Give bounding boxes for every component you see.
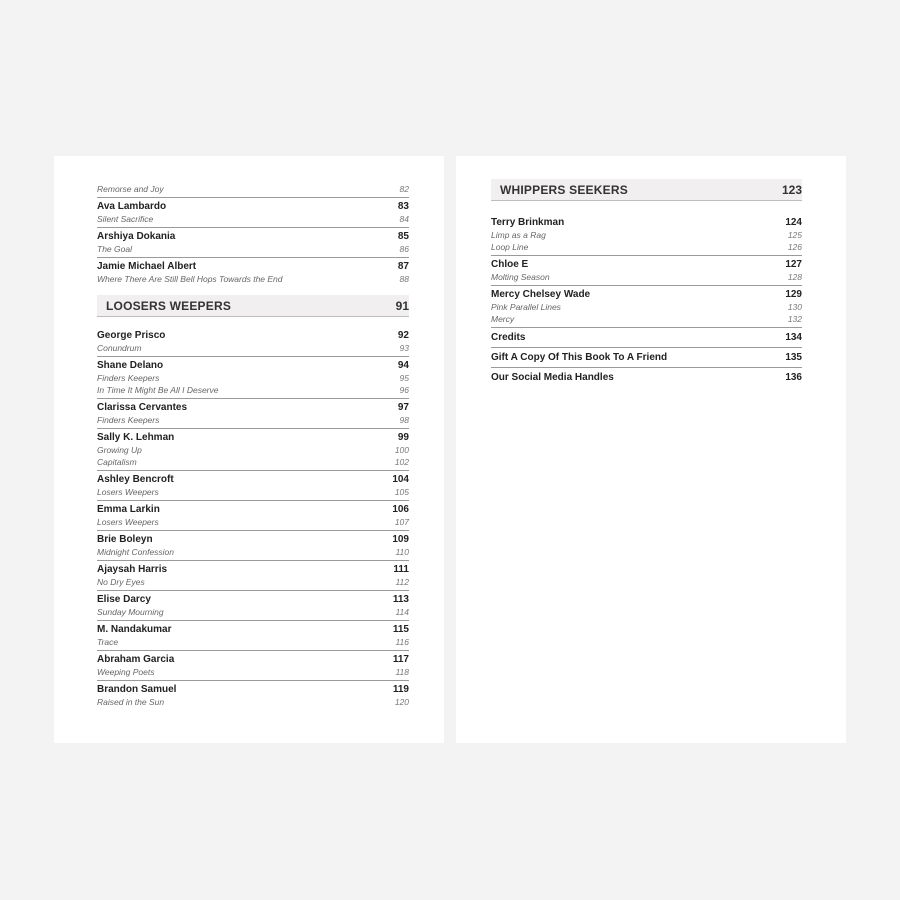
work-title: Trace <box>97 637 119 647</box>
toc-entry <box>491 214 802 256</box>
left-page <box>54 156 444 743</box>
page-number: 85 <box>397 231 409 242</box>
author-name: Brandon Samuel <box>97 684 177 695</box>
section-header[interactable] <box>491 179 802 201</box>
page-number: 88 <box>399 274 409 284</box>
work-row[interactable] <box>97 183 409 195</box>
author-name: Ajaysah Harris <box>97 564 168 575</box>
author-name: Emma Larkin <box>97 504 160 515</box>
work-row[interactable] <box>491 301 802 313</box>
page-number: 82 <box>399 184 409 194</box>
work-row[interactable] <box>97 372 409 384</box>
toc-entry <box>97 531 409 561</box>
page-number: 100 <box>394 445 409 455</box>
author-row[interactable] <box>97 563 409 576</box>
author-name: Shane Delano <box>97 360 164 371</box>
page-number: 120 <box>394 697 409 707</box>
work-row[interactable] <box>97 666 409 678</box>
work-title: Losers Weepers <box>97 517 159 527</box>
plain-row[interactable] <box>491 331 802 344</box>
page-number: 104 <box>392 474 409 485</box>
author-row[interactable] <box>97 200 409 213</box>
work-title: Raised in the Sun <box>97 697 165 707</box>
author-name: Ashley Bencroft <box>97 474 174 485</box>
page-number: 117 <box>392 654 409 665</box>
author-row[interactable] <box>97 683 409 696</box>
page-number: 97 <box>397 402 409 413</box>
toc-entry <box>97 651 409 681</box>
work-row[interactable] <box>97 696 409 708</box>
toc-entry <box>97 591 409 621</box>
page-number: 102 <box>394 457 409 467</box>
page-number: 87 <box>397 261 409 272</box>
work-title: Loop Line <box>491 242 529 252</box>
work-title: Molting Season <box>491 272 550 282</box>
work-row[interactable] <box>97 273 409 285</box>
author-row[interactable] <box>97 329 409 342</box>
page-number: 83 <box>397 201 409 212</box>
author-row[interactable] <box>97 359 409 372</box>
author-row[interactable] <box>97 260 409 273</box>
page-number: 118 <box>395 667 409 677</box>
page-number: 92 <box>397 330 409 341</box>
author-row[interactable] <box>97 503 409 516</box>
work-row[interactable] <box>97 243 409 255</box>
page-number: 94 <box>397 360 409 371</box>
plain-row[interactable] <box>491 371 802 384</box>
toc-entry <box>97 198 409 228</box>
section-title: WHIPPERS SEEKERS <box>500 182 628 197</box>
author-row[interactable] <box>97 431 409 444</box>
page-number: 130 <box>787 302 802 312</box>
page-number: 135 <box>785 352 802 363</box>
toc-entry <box>97 471 409 501</box>
work-row[interactable] <box>97 444 409 456</box>
page-number: 109 <box>392 534 409 545</box>
toc-entry <box>97 399 409 429</box>
author-row[interactable] <box>491 216 802 229</box>
right-page <box>456 156 846 743</box>
toc-left <box>97 181 409 710</box>
page-number: 115 <box>392 624 409 635</box>
work-title: Losers Weepers <box>97 487 159 497</box>
page-number: 84 <box>399 214 409 224</box>
author-row[interactable] <box>97 533 409 546</box>
page-number: 98 <box>399 415 409 425</box>
work-row[interactable] <box>97 576 409 588</box>
section-page-number: 123 <box>781 182 802 197</box>
page-number: 112 <box>395 577 409 587</box>
work-title: Conundrum <box>97 343 142 353</box>
work-title: Growing Up <box>97 445 142 455</box>
author-row[interactable] <box>97 593 409 606</box>
page-number: 86 <box>399 244 409 254</box>
author-row[interactable] <box>491 288 802 301</box>
author-name: M. Nandakumar <box>97 624 172 635</box>
page-number: 124 <box>785 217 802 228</box>
author-name: Jamie Michael Albert <box>97 261 197 272</box>
author-name: Terry Brinkman <box>491 217 565 228</box>
toc-entry <box>491 286 802 328</box>
page-number: 99 <box>397 432 409 443</box>
page-number: 136 <box>785 372 802 383</box>
page-number: 93 <box>399 343 409 353</box>
section-page-number: 91 <box>395 298 409 313</box>
author-row[interactable] <box>97 653 409 666</box>
page-number: 107 <box>394 517 409 527</box>
work-row[interactable] <box>97 606 409 618</box>
author-row[interactable] <box>97 623 409 636</box>
work-title: Finders Keepers <box>97 373 160 383</box>
page-number: 134 <box>785 332 802 343</box>
work-title: Sunday Mourning <box>97 607 164 617</box>
author-row[interactable] <box>97 473 409 486</box>
author-name: George Prisco <box>97 330 166 341</box>
page-number: 128 <box>787 272 802 282</box>
page-number: 111 <box>393 564 409 575</box>
work-title: Where There Are Still Bell Hops Towards the End <box>97 274 283 284</box>
work-title: Mercy <box>491 314 515 324</box>
work-row[interactable] <box>97 486 409 498</box>
author-name: Mercy Chelsey Wade <box>491 289 591 300</box>
toc-entry <box>97 327 409 357</box>
author-name: Clarissa Cervantes <box>97 402 188 413</box>
toc-entry <box>97 181 409 198</box>
page-number: 125 <box>787 230 802 240</box>
author-row[interactable] <box>491 258 802 271</box>
entry-label: Gift A Copy Of This Book To A Friend <box>491 352 668 363</box>
work-row[interactable] <box>97 456 409 468</box>
toc-entry <box>97 621 409 651</box>
page-number: 110 <box>395 547 409 557</box>
work-title: The Goal <box>97 244 132 254</box>
book-spread <box>54 156 846 743</box>
author-name: Ava Lambardo <box>97 201 167 212</box>
toc-right <box>491 179 802 387</box>
page-number: 126 <box>787 242 802 252</box>
author-name: Chloe E <box>491 259 529 270</box>
toc-entry <box>97 258 409 287</box>
toc-entry <box>97 357 409 399</box>
toc-entry <box>97 681 409 710</box>
work-title: Midnight Confession <box>97 547 175 557</box>
author-row[interactable] <box>97 230 409 243</box>
author-name: Brie Boleyn <box>97 534 153 545</box>
page-number: 129 <box>785 289 802 300</box>
section-header[interactable] <box>97 295 409 317</box>
toc-entry <box>491 256 802 286</box>
page-number: 127 <box>785 259 802 270</box>
work-title: Silent Sacrifice <box>97 214 154 224</box>
work-title: Remorse and Joy <box>97 184 164 194</box>
page-number: 132 <box>787 314 802 324</box>
work-row[interactable] <box>97 384 409 396</box>
toc-entry <box>97 501 409 531</box>
entry-label: Our Social Media Handles <box>491 372 614 383</box>
work-title: Limp as a Rag <box>491 230 546 240</box>
work-row[interactable] <box>491 241 802 253</box>
author-name: Sally K. Lehman <box>97 432 175 443</box>
work-title: In Time It Might Be All I Deserve <box>97 385 219 395</box>
page-number: 106 <box>392 504 409 515</box>
work-row[interactable] <box>491 229 802 241</box>
work-row[interactable] <box>491 313 802 325</box>
plain-row[interactable] <box>491 351 802 364</box>
author-name: Abraham Garcia <box>97 654 175 665</box>
page-number: 114 <box>395 607 409 617</box>
toc-entry <box>97 228 409 258</box>
author-name: Arshiya Dokania <box>97 231 176 242</box>
page-number: 95 <box>399 373 409 383</box>
toc-entry-credits <box>491 328 802 348</box>
toc-entry-gift <box>491 348 802 368</box>
work-row[interactable] <box>97 342 409 354</box>
toc-entry <box>97 429 409 471</box>
page-number: 119 <box>392 684 409 695</box>
work-title: No Dry Eyes <box>97 577 145 587</box>
work-title: Weeping Poets <box>97 667 155 677</box>
page-number: 96 <box>399 385 409 395</box>
toc-entry-social <box>491 368 802 387</box>
work-row[interactable] <box>97 546 409 558</box>
work-row[interactable] <box>97 516 409 528</box>
work-row[interactable] <box>491 271 802 283</box>
work-row[interactable] <box>97 414 409 426</box>
toc-entry <box>97 561 409 591</box>
work-title: Finders Keepers <box>97 415 160 425</box>
author-row[interactable] <box>97 401 409 414</box>
work-row[interactable] <box>97 213 409 225</box>
work-title: Capitalism <box>97 457 137 467</box>
page-number: 116 <box>395 637 409 647</box>
page-number: 113 <box>392 594 409 605</box>
entry-label: Credits <box>491 332 526 343</box>
work-title: Pink Parallel Lines <box>491 302 561 312</box>
work-row[interactable] <box>97 636 409 648</box>
page-number: 105 <box>394 487 409 497</box>
author-name: Elise Darcy <box>97 594 151 605</box>
section-title: LOOSERS WEEPERS <box>106 298 232 313</box>
